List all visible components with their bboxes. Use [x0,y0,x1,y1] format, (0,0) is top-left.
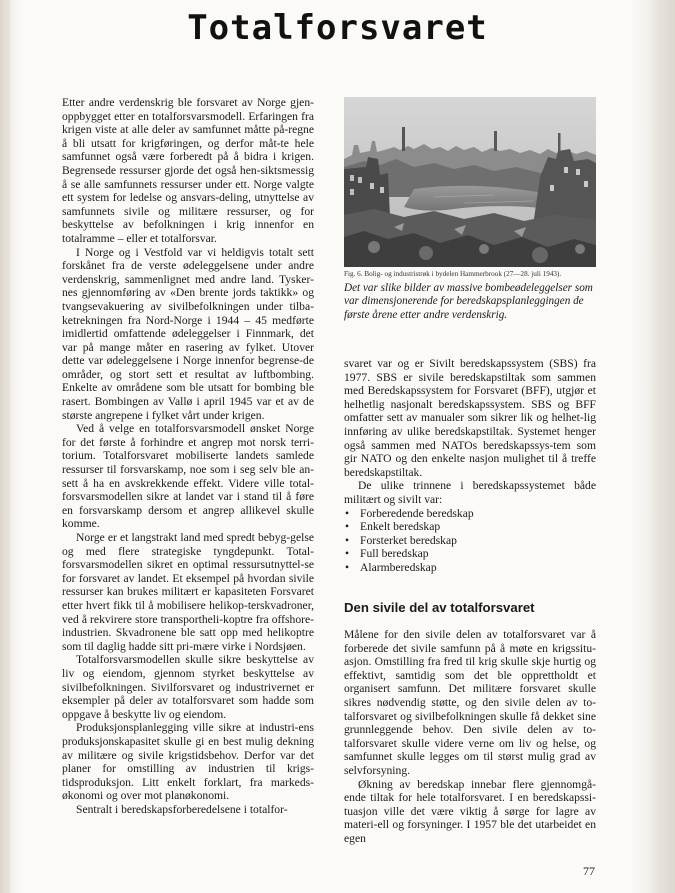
paragraph: Sentralt i beredskapsforberedelsene i totalfor- [76,802,288,816]
figure [344,97,596,322]
paragraph: De ulike trinnene i beredskapssystemet både militært og sivilt var: [344,479,596,506]
paragraph: Norge er et langstrakt land med spredt bebyg-gelse og med flere strategiske tyngdepunkt. Total-forsvarsmodellen sikret en optimal ressursutnyttel-se for forsvaret av landet. Et eksempel på hvordan sivile ressurser kan brukes militært er kapasiteten Forsvaret etter hvert fikk til å mobilisere helikop-terskvadroner, ved å rekvirere store transportheli-koptre fra offshore-industrien. Skvadronene ble satt opp med helikoptre som til daglig hadde sitt pri-mære virke i Nordsjøen. [62,531,314,653]
readiness-levels-list [344,507,596,575]
paragraph: Økning av beredskap innebar flere gjennomgå-ende tiltak for hele totalforsvaret. I en beredskapssi-tuasjon ville det være viktig å sørge for lagre av materi-ell og forsyninger. I 1957 ble det utarbeidet en egen [344,777,596,845]
list-item: • Forsterket beredskap [360,534,596,548]
list-item: • Full beredskap [360,547,596,561]
page-number: 77 [583,864,595,878]
paragraph: Produksjonsplanlegging ville sikre at industri-ens produksjonskapasitet skulle gi en best mulig dekning av militære og sivile krigstidsbehov. Derfor var det planer for omstilling av industrien til krigs-tidsproduksjon. Litt enkelt forklart, fra markeds-økonomi og over mot planøkonomi. [62,721,314,803]
left-page-edge [0,0,10,893]
paragraph: Etter andre verdenskrig ble forsvaret av Norge gjen-oppbygget etter en totalforsvarsmodell. Erfaringen fra krigen viste at alle deler av samfunnet måtte på-regne å bli utsatt for krigføringen, og derfor måt-te hele samfunnet også være forberedt på å bidra i krigen. Begrensede ressurser gjorde det også hen-siktsmessig å se alle samfunnets ressurser under ett. Norge valgte ett system for ledelse og ansvars-deling, utnyttelse av samfunnets sivile og militære ressurser, og for beskyttelse av befolkningen i krig innenfor en totalramme – eller et totalforsvar. [62,96,314,245]
paragraph: Ved å velge en totalforsvarsmodell ønsket Norge for det første å forhindre et angrep mot norsk terri-torium. Totalforsvaret mobiliserte landets samlede ressurser til forsvarskamp, noe som i seg selv ble an-sett å ha en avskrekkende effekt. Videre ville total-forsvarsmodellen sikre at landet var i stand til å føre en forsvarskamp dersom et angrep allikevel skulle komme. [62,422,314,531]
figure-caption: Det var slike bilder av massive bombeødeleggelser som var dimensjonerende for beredskapsplanleggingen de første årene etter andre verdenskrig. [344,282,593,321]
paragraph: Målene for den sivile delen av totalforsvaret var å forberede det sivile samfunn på å møte en krigssitu-asjon. Omstilling fra fred til krig skulle skje hurtig og effektivt, samtidig som det ble opprettholdt et organisert samfunn. Det militære forsvaret skulle sikres nødvendig støtte, og den sivile delen av to-talforsvaret og sivilbefolkningen skulle få dekket sine grunnleggende behov. Den sivile delen av to-talforsvaret skulle videre verne om liv og helse, og samfunnet skulle legges om til størst mulig grad av selvforsyning. [344,628,596,778]
left-text-column [62,96,314,816]
figure-label: Fig. 6. Bolig- og industristrøk i bydelen Hammerbrook (27—28. juli 1943). [344,270,562,278]
paragraph: I Norge og i Vestfold var vi heldigvis totalt sett forskånet fra de verste ødeleggelsene under andre verdenskrig, sammenlignet med andre land. Tysker-nes gjennomføring av «Den brente jords taktikk» og tvangsevakuering av sivilbefolkningen under tilba-ketrekningen fra Nord-Norge i 1944 – 45 medførte imidlertid omfattende ødeleggelser i Finnmark, det var på mange måter en rasering av fylket. Utover dette var ødeleggelsene i Norge innenfor begrense-de områder, og stort sett et resultat av luftbombing. Enkelte av områdene som ble utsatt for bombing ble rasert. Bombingen av Vallø i april 1945 var et av de største angrepene i fylket vårt under krigen. [62,245,314,422]
list-item: • Enkelt beredskap [360,520,596,534]
right-page-edge [661,0,675,893]
list-item: • Alarmberedskap [360,561,596,575]
bombed-city-photo [344,97,596,267]
page-title: Totalforsvaret [187,8,488,48]
paragraph: Totalforsvarsmodellen skulle sikre beskyttelse av liv og eiendom, gjennom styrket beskyttelse av sivilbefolkningen. Sivilforsvaret og industrivernet er eksempler på deler av totalforsvaret som hadde som oppgave å beskytte liv og eiendom. [62,653,314,721]
section-heading: Den sivile del av totalforsvaret [344,599,535,615]
paragraph: svaret var og er Sivilt beredskapssystem (SBS) fra 1977. SBS er sivile beredskapstiltak som sammen med Beredskapssystem for Forsvaret (BFF), utgjør et helhetlig nasjonalt beredskapssystem. SBS og BFF omfatter sett av manualer som sikrer lik og helhet-lig innføring av ulike beredskapstiltak. Systemet henger også sammen med NATOs beredskapssys-tem som gir NATO og den enkelte nasjon mulighet til å treffe beredskapstiltak. [344,357,596,479]
list-item: • Forberedende beredskap [360,507,596,521]
right-text-column [344,357,596,846]
